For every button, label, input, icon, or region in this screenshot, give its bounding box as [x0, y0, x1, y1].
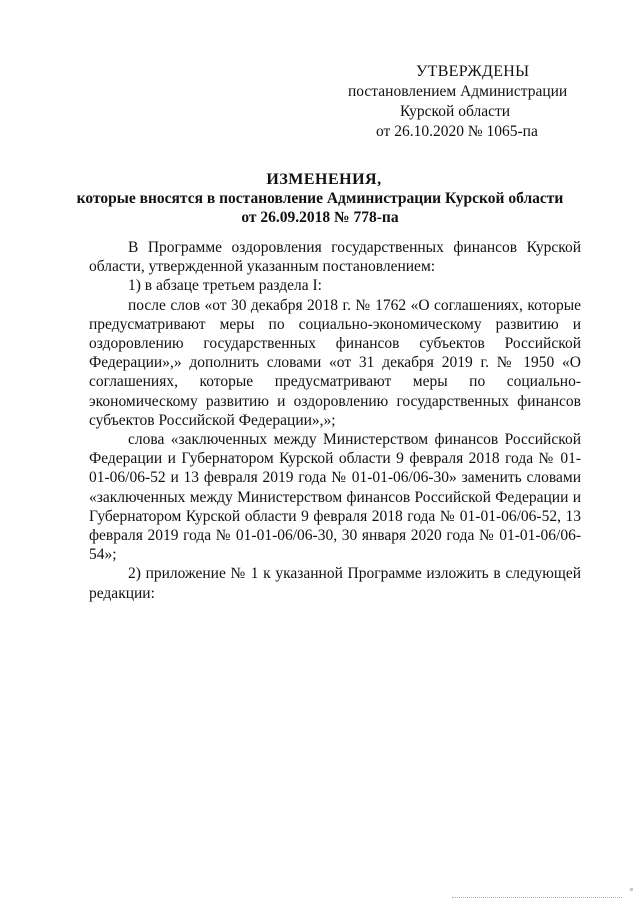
scan-artifact: [630, 888, 633, 891]
scan-footer-marks: [452, 893, 622, 898]
paragraph-insertion: после слов «от 30 декабря 2018 г. № 1762 «О соглашениях, которые предусматривают меры по социально-экономическому развитию и оздоровлению государственных финансов субъектов Российской Федерации»,» дополнить словами «от 31 декабря 2019 г. № 1950 «О соглашениях, которые предусматривают меры по социально-экономическому развитию и оздоровлению государственных финансов субъектов Российской Федерации»,»;: [89, 296, 581, 429]
document-body: [89, 238, 581, 603]
heading-reference: от 26.09.2018 № 778-па: [241, 209, 399, 226]
approval-line-region: Курской области: [400, 103, 511, 120]
paragraph-item-2: 2) приложение № 1 к указанной Программе изложить в следующей редакции:: [89, 565, 581, 602]
approval-stamp-block: [340, 62, 590, 142]
paragraph-intro: В Программе оздоровления государственных финансов Курской области, утвержденной указанным постановлением:: [89, 239, 581, 276]
paragraph-replacement: слова «заключенных между Министерством финансов Российской Федерации и Губернатором Курской области 9 февраля 2018 года № 01-01-06/06-52 и 13 февраля 2019 года № 01-01-06/06-30» заменить словами «заключенных между Министерством финансов Российской Федерации и Губернатором Курской области 9 февраля 2018 года № 01-01-06/06-52, 13 февраля 2019 года № 01-01-06/06-30, 30 января 2020 года № 01-01-06/06-54»;: [89, 431, 581, 564]
heading-subtitle: которые вносятся в постановление Администрации Курской области: [76, 190, 564, 207]
heading-title: ИЗМЕНЕНИЯ,: [266, 171, 382, 188]
approval-line-resolution: постановлением Администрации: [348, 83, 568, 100]
paragraph-item-1: 1) в абзаце третьем раздела I:: [128, 277, 322, 295]
approval-line-date-number: от 26.10.2020 № 1065-па: [376, 123, 538, 140]
approval-title: УТВЕРЖДЕНЫ: [416, 63, 530, 80]
document-heading: [0, 170, 640, 227]
